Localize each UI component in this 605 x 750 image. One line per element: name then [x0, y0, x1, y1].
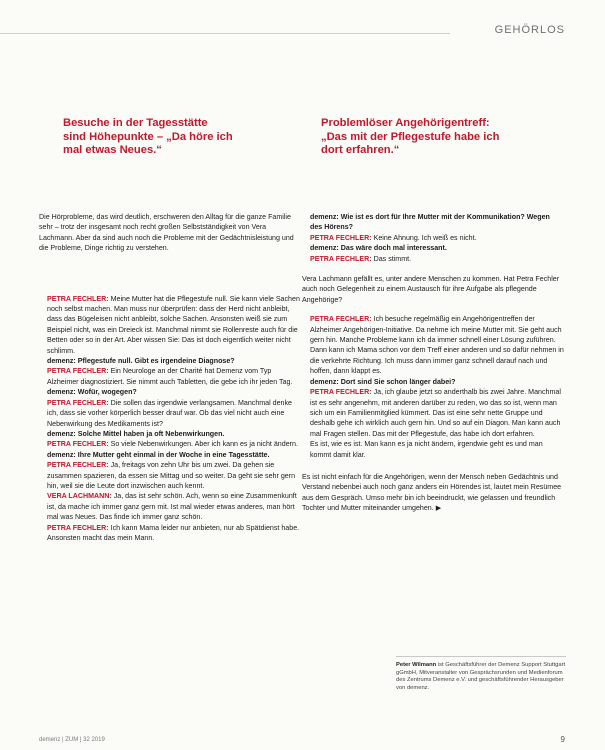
utterance-text: Wie ist es dort für Ihre Mutter mit der Kommunikation? Wegen des Hörens?	[310, 213, 550, 232]
utterance-text: Ja, freitags von zehn Uhr bis um zwei. Da gehen sie zusammen spazieren, da essen sie Mittag und so weiter. Da geht sie sehr gern hin, weil sie die Leute dort inzwischen auch kennt.	[47, 461, 296, 490]
pullquote-right-line: dort erfahren.“	[321, 144, 400, 156]
speaker-label: demenz:	[47, 450, 76, 459]
speaker-label: demenz:	[310, 213, 339, 221]
utterance-text: So viele Nebenwirkungen. Aber ich kann es ja nicht ändern.	[110, 440, 298, 449]
middle-paragraph: Vera Lachmann gefällt es, unter andere Menschen zu kommen. Hat Petra Fechler auch noch Gelegenheit zu einem Austausch für ihre Aufgabe als pflegende Angehörige?	[302, 275, 560, 304]
utterance-text: Dort sind Sie schon länger dabei?	[340, 377, 456, 386]
utterance-text: Das wäre doch mal interessant.	[340, 244, 447, 253]
interview-answer	[39, 523, 302, 544]
header-rule	[0, 33, 450, 34]
utterance-text: Ihre Mutter geht einmal in der Woche in eine Tagesstätte.	[77, 450, 270, 459]
utterance-text: Ich kann Mama leider nur anbieten, nur ab Spätdienst habe. Ansonsten macht das mein Mann.	[47, 523, 300, 542]
utterance-text: Es ist, wie es ist. Man kann es ja nicht ändern, irgendwie geht es und man kommt damit klar.	[310, 440, 543, 459]
interview-question	[39, 450, 302, 460]
interview-right-bottom	[302, 314, 564, 460]
pullquote-right-line: Problemlöser Angehörigentreff:	[321, 117, 490, 129]
interview-answer	[39, 460, 302, 491]
pullquote-left-line: sind Höhepunkte – „Da höre ich	[63, 130, 233, 143]
speaker-label: PETRA FECHLER:	[47, 461, 109, 470]
interview-question	[302, 212, 564, 233]
utterance-text: Das stimmt.	[373, 254, 412, 263]
speaker-label: VERA LACHMANN:	[47, 492, 112, 501]
interview-right-top	[302, 212, 564, 264]
speaker-label: PETRA FECHLER:	[310, 315, 372, 324]
utterance-text: Ja, das ist sehr schön. Ach, wenn so eine Zusammenkunft ist, da mache ich immer ganz gern mit. Ist mal wieder etwas anderes, man hört mal was Neues. Das finde ich immer ganz schön.	[47, 492, 297, 522]
pullquote-right	[321, 117, 551, 158]
interview-answer	[39, 491, 302, 522]
utterance-text: Solche Mittel haben ja oft Nebenwirkungen.	[77, 429, 225, 438]
interview-question	[302, 377, 564, 387]
interview-answer	[302, 254, 564, 264]
pullquote-left	[63, 117, 273, 158]
pullquote-right-line: „Das mit der Pflegestufe habe ich	[321, 130, 500, 143]
interview-left	[39, 294, 302, 544]
page-number: 9	[560, 735, 565, 744]
utterance-text: Ein Neurologe an der Charité hat Demenz vom Typ Alzheimer diagnostiziert. Sie nimmt auch Tabletten, die gebe ich ihr jeden Tag.	[47, 367, 293, 386]
interview-answer	[39, 366, 302, 387]
speaker-label: PETRA FECHLER:	[47, 523, 109, 532]
footer-publication: demenz | ZUM | 32 2019	[39, 737, 105, 743]
right-column	[302, 212, 564, 515]
interview-answer	[39, 398, 302, 429]
speaker-label: demenz:	[310, 377, 339, 386]
bio-rule	[396, 656, 566, 657]
interview-answer	[302, 314, 564, 376]
speaker-label: PETRA FECHLER:	[47, 367, 109, 376]
speaker-label: PETRA FECHLER:	[310, 254, 372, 263]
utterance-text: Ja, ich glaube jetzt so anderthalb bis zwei Jahre. Manchmal ist es sehr angenehm, mit anderen darüber zu reden, wo das so ist, wenn man sich um ein Familienmitglied kümmert. Das ist eine sehr nette Gruppe und deshalb gehe ich wirklich auch gern hin. Und so auf ein Diagon. Man kann auch mal Fragen stellen. Das mit der Pflegestufe, das habe ich dort erfahren.	[310, 388, 561, 438]
utterance-text: Keine Ahnung. Ich weiß es nicht.	[373, 233, 477, 242]
author-bio	[396, 662, 566, 692]
utterance-text: Ich besuche regelmäßig ein Angehörigentreffen der Alzheimer Angehörigen-Initiative. Da nehme ich meine Mutter mit. Sie geht auch gern hin. Manche Probleme kann ich da immer schnell einer Lösung zuführen. Dann kann ich Mama schon vor dem Treff einer anderen und so dafür nehmen in die verkehrte Richtung. Ich muss dann immer ganz schnell darauf nach und hoffen, dann klappt es.	[310, 315, 564, 376]
left-column	[39, 212, 302, 543]
speaker-label: PETRA FECHLER:	[47, 398, 109, 407]
section-label: GEHÖRLOS	[494, 24, 565, 36]
utterance-text: Meine Mutter hat die Pflegestufe null. Sie kann viele Sachen noch selbst machen. Man muss nur überprüfen: dass der Herd nicht anbleibt, dass das Bügeleisen nicht anbleibt, solche Sachen. Ansonsten weiß sie zum Beispiel nicht, was ein Dreieck ist. Manchmal nimmt sie Rollenreste auch für die Betten oder so in der Art. Aber wissen Sie: Das ist doch eigentlich weiter nicht schlimm.	[47, 294, 300, 355]
intro-paragraph: Die Hörprobleme, das wird deutlich, erschweren den Alltag für die ganze Familie sehr – trotz der insgesamt noch recht großen Selbstständigkeit von Vera Lachmann. Aber da sind auch noch die Probleme mit der Gedächtnisleistung und die Probleme, Dinge richtig zu verstehen.	[39, 213, 294, 253]
speaker-label: PETRA FECHLER:	[47, 294, 109, 303]
closing-paragraph	[302, 472, 564, 515]
interview-answer	[302, 387, 564, 439]
interview-question	[39, 356, 302, 366]
interview-answer	[302, 233, 564, 243]
utterance-text: Wofür, wogegen?	[77, 388, 137, 397]
pullquote-left-line: mal etwas Neues.“	[63, 144, 162, 156]
utterance-text: Die sollen das irgendwie verlangsamen. Manchmal denke ich, dass sie vorher körperlich besser drauf war. Ob das viel nicht auch eine Nebenwirkung des Medikaments ist?	[47, 398, 292, 428]
speaker-label: demenz:	[47, 429, 76, 438]
end-mark-icon: ▶	[435, 505, 442, 513]
interview-answer	[302, 439, 564, 460]
pullquote-left-line: Besuche in der Tagesstätte	[63, 117, 208, 129]
interview-question	[302, 243, 564, 253]
speaker-label: PETRA FECHLER:	[47, 440, 109, 449]
bio-name: Peter Wilmann	[396, 662, 437, 668]
speaker-label: PETRA FECHLER:	[310, 233, 372, 242]
interview-question	[39, 387, 302, 397]
interview-answer	[39, 294, 302, 356]
utterance-text: Pflegestufe null. Gibt es irgendeine Diagnose?	[77, 357, 235, 366]
speaker-label: demenz:	[310, 244, 339, 253]
interview-question	[39, 429, 302, 439]
closing-text: Es ist nicht einfach für die Angehörigen, wenn der Mensch neben Gedächtnis und Verstand nebenbei auch noch ganz anders ein Hörendes ist, lautet mein Resümee aus dem Gespräch. Umso mehr bin ich beeindruckt, wie gelassen und freundlich Tochter und Mutter miteinander umgehen.	[302, 472, 562, 513]
interview-answer	[39, 439, 302, 449]
speaker-label: PETRA FECHLER:	[310, 388, 372, 397]
speaker-label: demenz:	[47, 388, 76, 397]
bio-text: ist Geschäftsführer der Demenz Support Stuttgart gGmbH, Mitveranstalter von Gesprächsrunden und Medienforum des Zentrums Demenz e.V. und geschäftsführender Herausgeber von demenz.	[396, 662, 566, 691]
speaker-label: demenz:	[47, 357, 76, 366]
